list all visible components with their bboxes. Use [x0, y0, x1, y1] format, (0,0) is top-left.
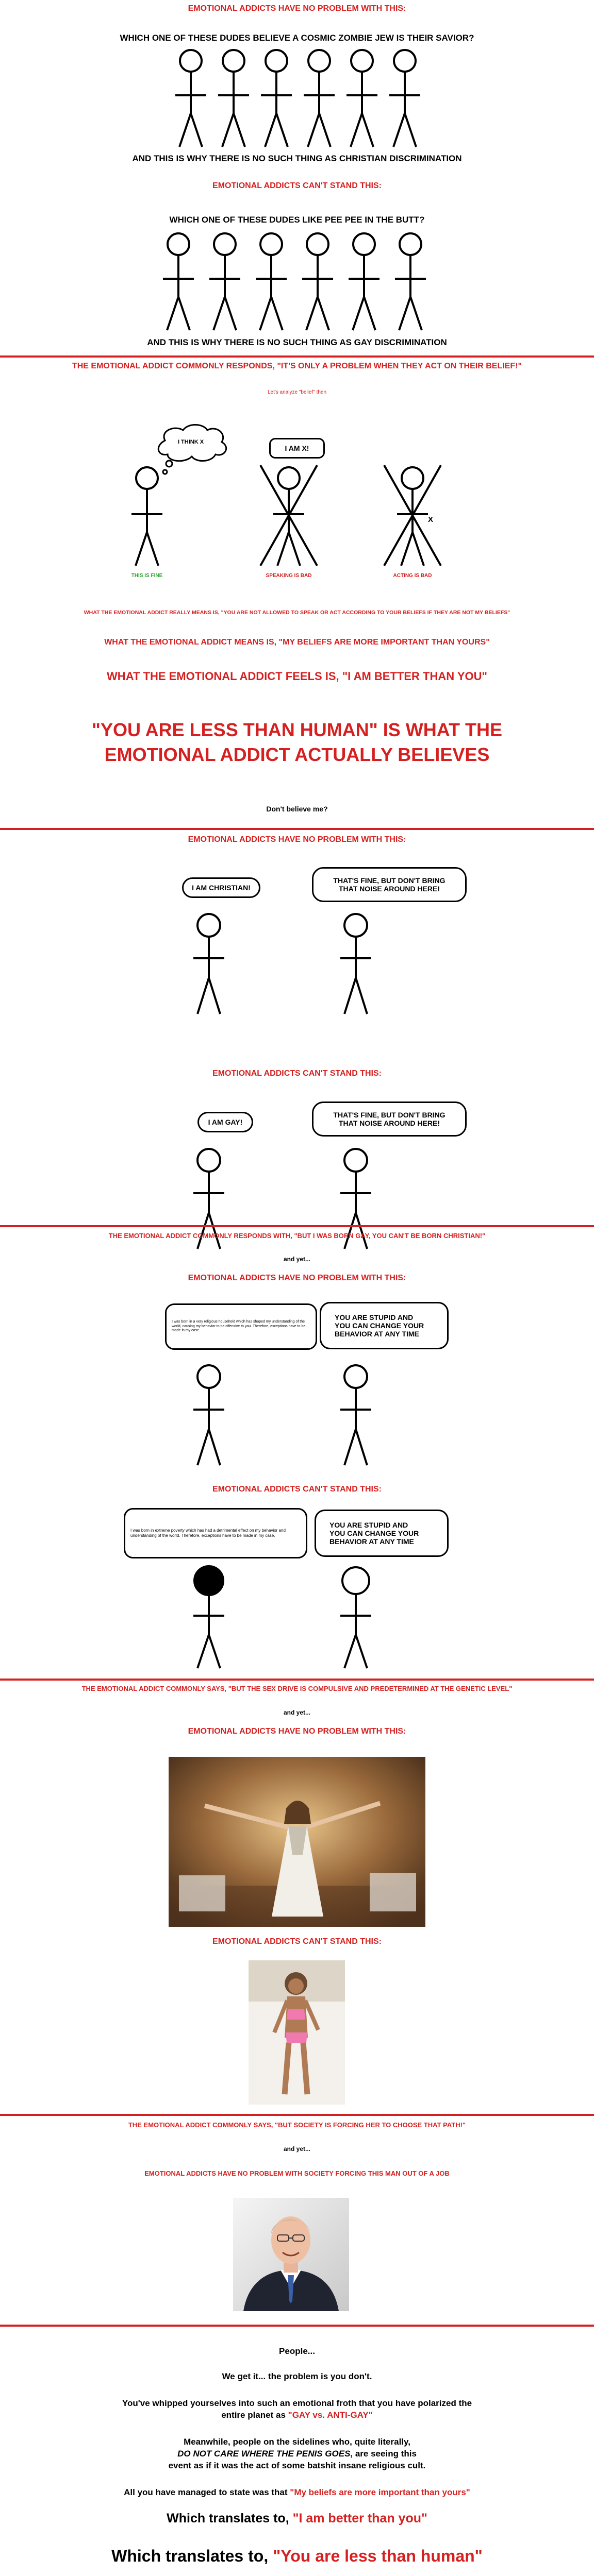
meanwhile-line-1: Meanwhile, people on the sidelines who, quite literally,: [184, 2437, 410, 2447]
section9-line: THE EMOTIONAL ADDICT COMMONLY SAYS, "BUT SOCIETY IS FORCING HER TO CHOOSE THAT PATH!": [128, 2121, 466, 2129]
gay-vs-anti-gay: "GAY vs. ANTI-GAY": [288, 2410, 373, 2420]
bubble-line: THAT'S FINE, BUT DON'T BRING: [333, 1111, 446, 1119]
feels-line: WHAT THE EMOTIONAL ADDICT FEELS IS, "I AM BETTER THAN YOU": [107, 670, 487, 683]
section8-heading-2: EMOTIONAL ADDICTS CAN'T STAND THIS:: [212, 1937, 382, 1946]
section7-heading: EMOTIONAL ADDICTS CAN'T STAND THIS:: [212, 1485, 382, 1494]
divider: [0, 2325, 594, 2327]
bubble-line: BEHAVIOR AT ANY TIME: [329, 1537, 414, 1546]
translates-quote: "I am better than you": [292, 2511, 427, 2526]
managed-text: All you have managed to state was that: [124, 2487, 290, 2497]
pageant-photo: [249, 1960, 345, 2105]
translates-line-1: [0, 2511, 594, 2526]
section9-heading: EMOTIONAL ADDICTS HAVE NO PROBLEM WITH SOCIETY FORCING THIS MAN OUT OF A JOB: [144, 2170, 450, 2177]
whipped-line-2: [0, 2410, 594, 2420]
and-yet-1: and yet...: [283, 1256, 310, 1263]
thought-bubble-text: I THINK X: [177, 439, 204, 445]
bubble-extreme-poverty: I was born in extreme poverty which has had a detrimental effect on my behavior and understanding of the world. Therefore, exceptions have to be made in my case.: [124, 1508, 307, 1558]
managed-line: [0, 2487, 594, 2498]
stick-figure-pair-4: [0, 1565, 594, 1679]
translates-quote: "You are less than human": [273, 2547, 483, 2565]
section1-question: WHICH ONE OF THESE DUDES BELIEVE A COSMIC ZOMBIE JEW IS THEIR SAVIOR?: [120, 33, 474, 43]
translates-line-2: [0, 2547, 594, 2566]
section8-heading-1: EMOTIONAL ADDICTS HAVE NO PROBLEM WITH THIS:: [188, 1727, 406, 1736]
section5-heading: EMOTIONAL ADDICTS CAN'T STAND THIS:: [212, 1069, 382, 1078]
penis-emphasis: DO NOT CARE WHERE THE PENIS GOES: [177, 2449, 351, 2459]
bubble-thats-fine-1: [312, 867, 467, 902]
stick-figure-row-2: [0, 230, 594, 333]
bubble-i-am-christian: I AM CHRISTIAN!: [182, 877, 260, 898]
divider: [0, 2114, 594, 2116]
bubble-religious-household: I was born in a very religious household which has shaped my understanding of the world, causing my behavior to be offensive to you. Therefore, exceptions have to be made in my case.: [165, 1303, 317, 1350]
caption-acting-is-bad: ACTING IS BAD: [393, 573, 432, 579]
bubble-line: YOU ARE STUPID AND: [329, 1521, 408, 1529]
translates-text: Which translates to,: [167, 2511, 293, 2526]
bubble-line: YOU CAN CHANGE YOUR: [329, 1529, 419, 1537]
translates-text: Which translates to,: [111, 2547, 273, 2565]
bubble-i-am-gay: I AM GAY!: [197, 1112, 253, 1132]
bubble-you-are-stupid-1: [320, 1302, 449, 1349]
section3-sub: Let's analyze "belief" then: [267, 389, 327, 395]
people: People...: [279, 2346, 315, 2356]
stick-figure-pair-1: [0, 911, 594, 1024]
meanwhile-line-2: [0, 2449, 594, 2459]
believes-line-2: EMOTIONAL ADDICT ACTUALLY BELIEVES: [104, 744, 490, 765]
stick-figure-pair-3: [0, 1362, 594, 1476]
and-yet-3: and yet...: [283, 2145, 310, 2153]
bubble-thats-fine-2: [312, 1101, 467, 1137]
section6-heading: EMOTIONAL ADDICTS HAVE NO PROBLEM WITH THIS:: [188, 1274, 406, 1282]
caption-speaking-is-bad: SPEAKING IS BAD: [266, 573, 312, 579]
believes-line-1: "YOU ARE LESS THAN HUMAN" IS WHAT THE: [91, 719, 503, 740]
divider: [0, 355, 594, 358]
dancer-photo: [169, 1757, 425, 1927]
section8-line: THE EMOTIONAL ADDICT COMMONLY SAYS, "BUT THE SEX DRIVE IS COMPULSIVE AND PREDETERMINED AT THE GENETIC LEVEL": [81, 1685, 513, 1692]
section6-line: THE EMOTIONAL ADDICT COMMONLY RESPONDS WITH, "BUT I WAS BORN GAY, YOU CAN'T BE BORN CHRISTIAN!": [108, 1232, 486, 1240]
stick-figure-pair-2: [0, 1146, 594, 1259]
really-means-line: WHAT THE EMOTIONAL ADDICT REALLY MEANS IS, "YOU ARE NOT ALLOWED TO SPEAK OR ACT ACCORDING TO YOUR BELIEFS IF THEY ARE NOT MY BELIEFS": [84, 609, 510, 616]
whipped-line-1: You've whipped yourselves into such an emotional froth that you have polarized the: [122, 2398, 472, 2408]
bubble-line: YOU CAN CHANGE YOUR: [335, 1321, 424, 1330]
divider: [0, 1679, 594, 1681]
action-mark: X: [428, 515, 434, 524]
dont-believe-me: Don't believe me?: [266, 805, 328, 813]
section1-footer: AND THIS IS WHY THERE IS NO SUCH THING AS CHRISTIAN DISCRIMINATION: [132, 154, 462, 163]
divider: [0, 1225, 594, 1227]
section4-heading: EMOTIONAL ADDICTS HAVE NO PROBLEM WITH THIS:: [188, 835, 406, 844]
means-line: WHAT THE EMOTIONAL ADDICT MEANS IS, "MY BELIEFS ARE MORE IMPORTANT THAN YOURS": [104, 638, 490, 647]
caption-this-is-fine: THIS IS FINE: [131, 573, 163, 579]
bubble-line: THAT'S FINE, BUT DON'T BRING: [333, 876, 446, 885]
bubble-line: THAT NOISE AROUND HERE!: [339, 885, 440, 893]
section2-question: WHICH ONE OF THESE DUDES LIKE PEE PEE IN THE BUTT?: [169, 215, 425, 225]
speech-bubble-i-am-x: I AM X!: [269, 438, 325, 459]
section3-heading: THE EMOTIONAL ADDICT COMMONLY RESPONDS, "IT'S ONLY A PROBLEM WHEN THEY ACT ON THEIR BELIEF!": [72, 362, 522, 370]
meanwhile-line-3: event as if it was the act of some batshit insane religious cult.: [168, 2461, 426, 2470]
stick-figure-row-1: [0, 46, 594, 149]
section2-heading: EMOTIONAL ADDICTS CAN'T STAND THIS:: [212, 181, 382, 190]
businessman-photo: [233, 2198, 349, 2311]
bubble-line: THAT NOISE AROUND HERE!: [339, 1119, 440, 1127]
we-get-it: We get it... the problem is you don't.: [222, 2371, 372, 2381]
section2-footer: AND THIS IS WHY THERE IS NO SUCH THING AS GAY DISCRIMINATION: [147, 337, 447, 347]
divider: [0, 828, 594, 830]
belief-figures: [0, 463, 594, 576]
section1-heading: EMOTIONAL ADDICTS HAVE NO PROBLEM WITH THIS:: [188, 4, 406, 13]
and-yet-2: and yet...: [283, 1709, 310, 1716]
managed-quote: "My beliefs are more important than yours": [290, 2487, 470, 2497]
bubble-line: BEHAVIOR AT ANY TIME: [335, 1330, 419, 1338]
bubble-you-are-stupid-2: [315, 1510, 449, 1557]
bubble-line: YOU ARE STUPID AND: [335, 1313, 414, 1321]
meanwhile-text: , are seeing this: [350, 2449, 417, 2459]
whipped-text: entire planet as: [221, 2410, 288, 2420]
